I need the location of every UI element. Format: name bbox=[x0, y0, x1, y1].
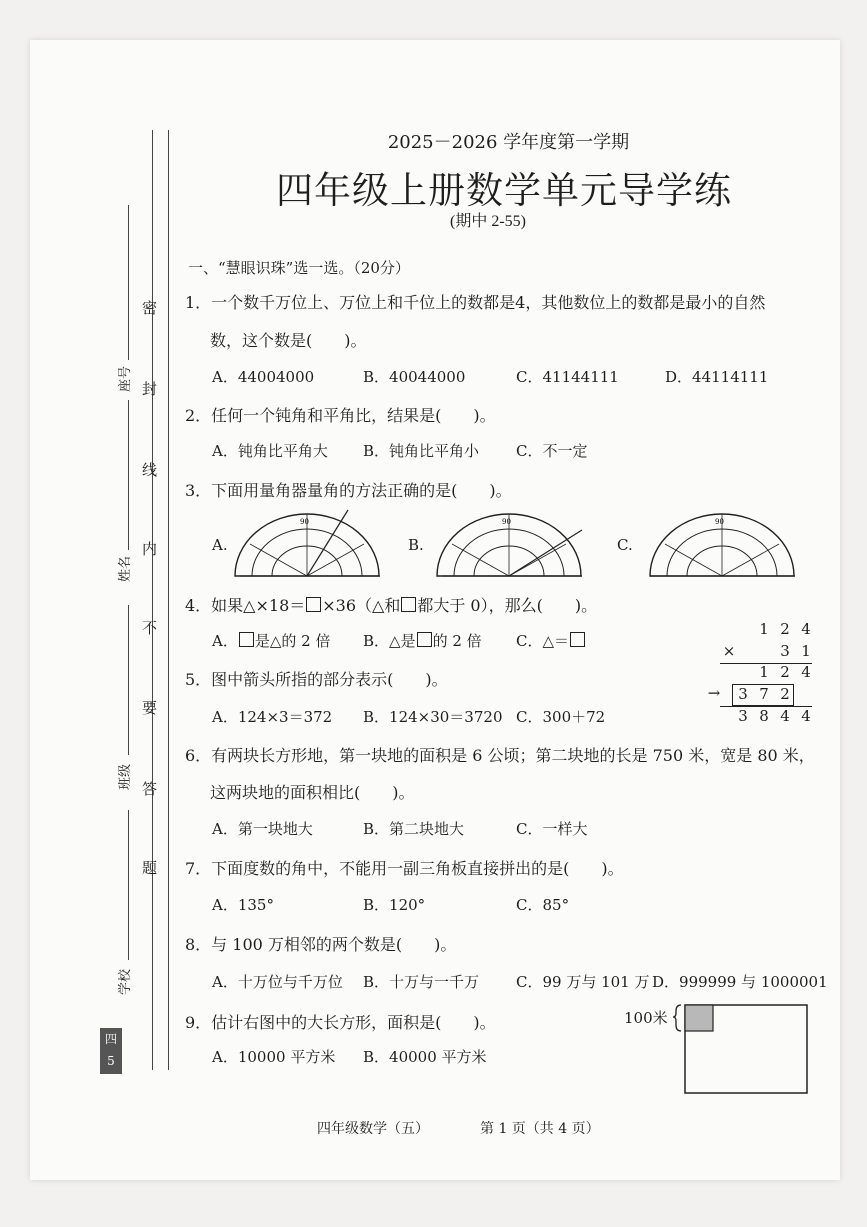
q6-option-c[interactable]: C．一样大 bbox=[516, 820, 588, 838]
class-label: 班级 bbox=[118, 763, 133, 790]
q1-option-d[interactable]: D．44114111 bbox=[665, 368, 769, 386]
footer-subject: 四年级数学（五） bbox=[317, 1121, 429, 1137]
big-rectangle-figure bbox=[672, 1001, 812, 1097]
q1-option-b[interactable]: B．40044000 bbox=[363, 368, 466, 386]
seal-char: 内 bbox=[142, 540, 158, 558]
q4-option-b[interactable]: B．△是 的 2 倍 bbox=[363, 632, 482, 650]
question-2: 2．任何一个钝角和平角比，结果是( )。 bbox=[185, 406, 496, 425]
q2-option-b[interactable]: B．钝角比平角小 bbox=[363, 442, 480, 460]
seal-char: 密 bbox=[142, 299, 158, 317]
seal-char: 不 bbox=[142, 619, 158, 637]
q8-option-c[interactable]: C．99 万与 101 万 bbox=[516, 973, 650, 991]
q7-option-b[interactable]: B．120° bbox=[363, 896, 426, 914]
protractor-b bbox=[432, 508, 587, 583]
q1-option-c[interactable]: C．41144111 bbox=[516, 368, 619, 386]
square-symbol bbox=[306, 597, 321, 612]
question-1-line2: 数，这个数是( )。 bbox=[210, 331, 367, 350]
seat-label: 座号 bbox=[118, 365, 133, 392]
question-6-line2: 这两块地的面积相比( )。 bbox=[210, 783, 415, 802]
name-blank[interactable] bbox=[128, 400, 129, 550]
q6-option-a[interactable]: A．第一块地大 bbox=[212, 820, 313, 838]
seal-char: 答 bbox=[142, 780, 158, 798]
seal-char: 线 bbox=[142, 461, 158, 479]
question-6-line1: 6．有两块长方形地，第一块地的面积是 6 公顷；第二块地的长是 750 米，宽是 80 米， bbox=[185, 746, 815, 765]
q6-option-b[interactable]: B．第二块地大 bbox=[363, 820, 465, 838]
school-label: 学校 bbox=[118, 968, 133, 995]
q5-option-a[interactable]: A．124×3＝372 bbox=[212, 708, 333, 726]
seat-blank[interactable] bbox=[128, 205, 129, 360]
seal-char: 题 bbox=[142, 859, 158, 877]
question-5: 5．图中箭头所指的部分表示( )。 bbox=[185, 670, 448, 689]
question-4: 4．如果△×18＝ ×36（△和 都大于 0），那么( )。 bbox=[185, 596, 598, 615]
seal-char: 要 bbox=[142, 699, 158, 717]
q8-option-b[interactable]: B．十万与一千万 bbox=[363, 973, 480, 991]
square-symbol bbox=[239, 632, 254, 647]
question-7: 7．下面度数的角中，不能用一副三角板直接拼出的是( )。 bbox=[185, 859, 624, 878]
q8-option-d[interactable]: D．999999 与 1000001 bbox=[652, 973, 828, 991]
q9-option-a[interactable]: A．10000 平方米 bbox=[212, 1048, 336, 1066]
page-subtitle: (期中 2-55) bbox=[450, 213, 526, 230]
question-8: 8．与 100 万相邻的两个数是( )。 bbox=[185, 935, 457, 954]
q2-option-a[interactable]: A．钝角比平角大 bbox=[212, 442, 328, 460]
page-title: 四年级上册数学单元导学练 bbox=[276, 169, 732, 212]
q7-option-c[interactable]: C．85° bbox=[516, 896, 570, 914]
rect-dimension-label: 100米 bbox=[624, 1009, 668, 1027]
question-1-line1: 1．一个数千万位上、万位上和千位上的数都是4，其他数位上的数都是最小的自然 bbox=[185, 293, 766, 312]
q2-option-c[interactable]: C．不一定 bbox=[516, 442, 588, 460]
binding-line-inner bbox=[168, 130, 169, 1070]
square-symbol bbox=[417, 632, 432, 647]
square-symbol bbox=[570, 632, 585, 647]
square-symbol bbox=[401, 597, 416, 612]
q1-option-a[interactable]: A．44004000 bbox=[212, 368, 315, 386]
year-line: 2025－2026 学年度第一学期 bbox=[387, 132, 630, 153]
seal-char: 封 bbox=[142, 380, 158, 398]
q4-option-a[interactable]: A． 是△的 2 倍 bbox=[212, 632, 331, 650]
page-tab: 四 5 bbox=[100, 1028, 122, 1074]
q8-option-a[interactable]: A．十万位与千万位 bbox=[212, 973, 343, 991]
footer-page-number: 第 1 页（共 4 页） bbox=[480, 1121, 600, 1137]
svg-text:90: 90 bbox=[300, 518, 309, 526]
q4-option-c[interactable]: C．△＝ bbox=[516, 630, 586, 651]
q3-option-b[interactable]: B. bbox=[408, 536, 424, 554]
question-3: 3．下面用量角器量角的方法正确的是( )。 bbox=[185, 481, 512, 500]
q9-option-b[interactable]: B．40000 平方米 bbox=[363, 1048, 487, 1066]
name-label: 姓名 bbox=[118, 555, 133, 582]
question-9: 9．估计右图中的大长方形，面积是( )。 bbox=[185, 1013, 496, 1032]
protractor-a bbox=[230, 508, 385, 583]
q3-option-a[interactable]: A. bbox=[212, 536, 228, 554]
arrow-icon: → bbox=[707, 684, 721, 702]
q5-option-c[interactable]: C．300＋72 bbox=[516, 708, 606, 726]
binding-line-outer bbox=[152, 130, 153, 1070]
class-blank[interactable] bbox=[128, 605, 129, 755]
section-heading: 一、“慧眼识珠”选一选。（20分） bbox=[188, 259, 410, 277]
protractor-c bbox=[645, 508, 800, 583]
svg-text:90: 90 bbox=[502, 518, 511, 526]
school-blank[interactable] bbox=[128, 810, 129, 960]
q5-option-b[interactable]: B．124×30＝3720 bbox=[363, 708, 503, 726]
q7-option-a[interactable]: A．135° bbox=[212, 896, 274, 914]
q3-option-c[interactable]: C. bbox=[617, 536, 633, 554]
svg-text:90: 90 bbox=[715, 518, 724, 526]
